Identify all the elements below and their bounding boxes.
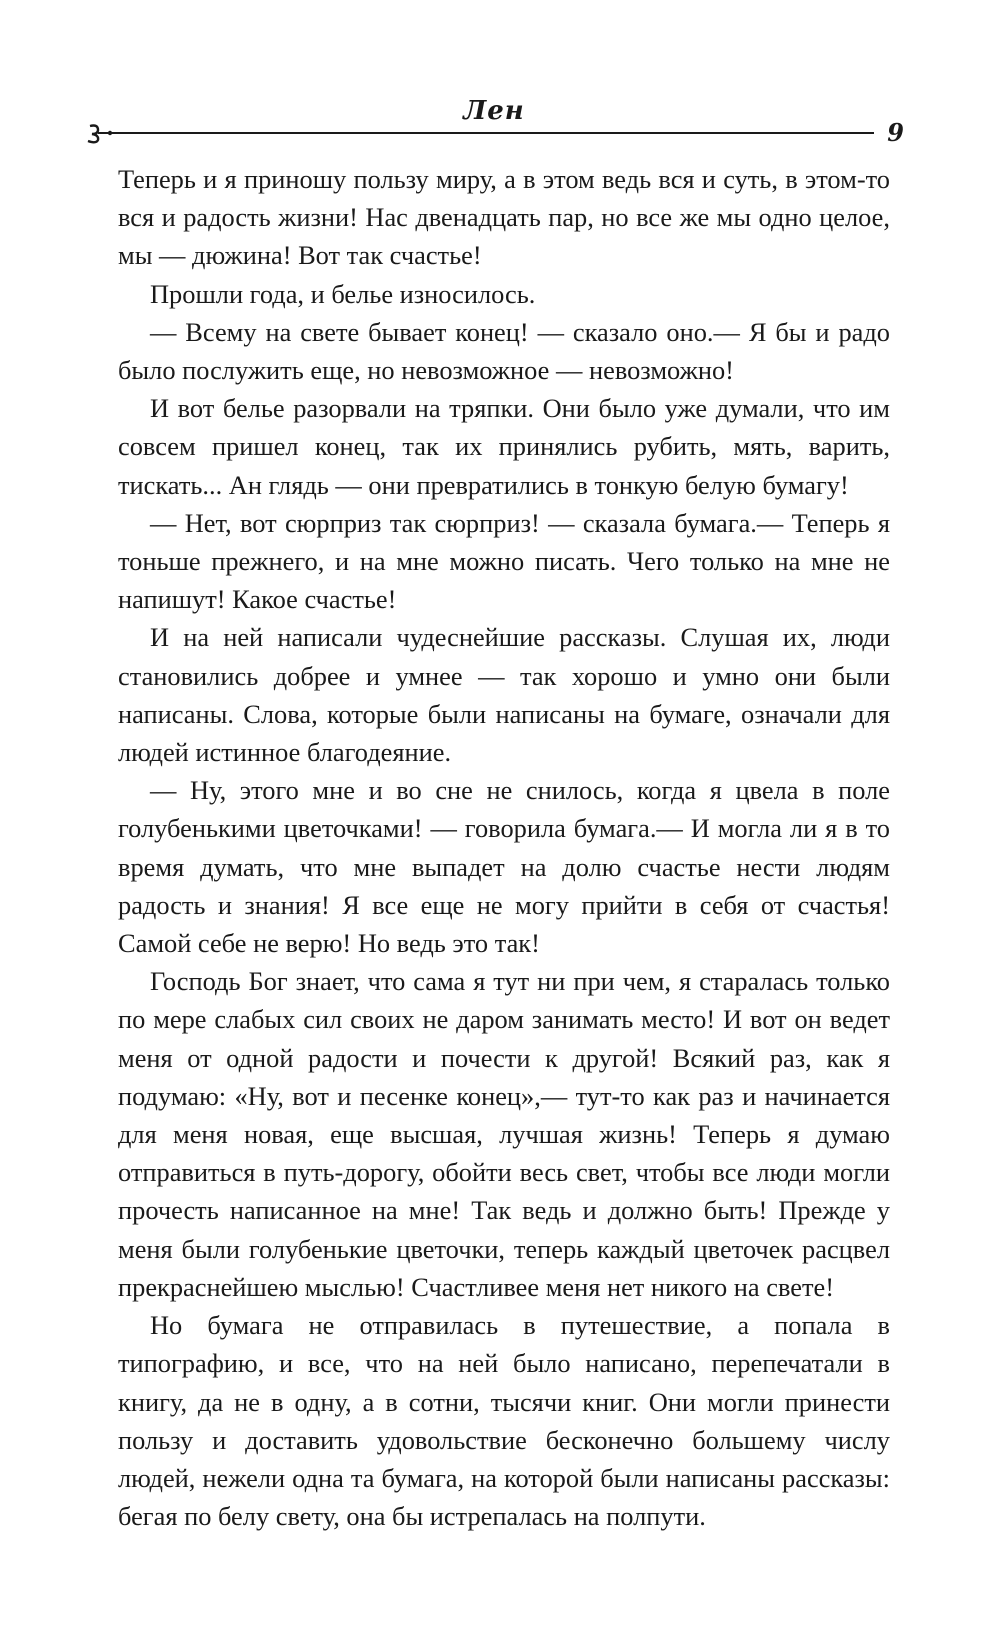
paragraph: Теперь и я приношу пользу миру, а в этом ведь вся и суть, в этом-то вся и радость жизни! Нас двенадцать пар, но все же мы одно целое, мы — дюжина! Вот так счастье!: [118, 164, 890, 271]
paragraph: — Всему на свете бывает конец! — сказало оно.— Я бы и радо было послужить еще, но невозможное — невозможно!: [118, 316, 890, 386]
body-text: [118, 160, 890, 1535]
page-number: 9: [887, 118, 904, 147]
paragraph: Но бумага не отправилась в путешествие, а попала в типографию, и все, что на ней было написано, перепечатали в книгу, да не в одну, а в сотни, тысячи книг. Они могли принести пользу и доставить удовольствие бесконечно большему числу людей, нежели одна та бумага, на которой были написаны рассказы: бегая по белу свету, она бы истрепалась на полпути.: [118, 1310, 890, 1532]
paragraph: Прошли года, и белье износилось.: [150, 278, 536, 309]
paragraph: Господь Бог знает, что сама я тут ни при чем, я старалась только по мере слабых сил своих не даром занимать место! И вот он ведет меня от одной радости и почести к другой! Всякий раз, как я подумаю: «Ну, вот и песенке конец»,— тут-то как раз и начинается для меня новая, еще высшая, лучшая жизнь! Теперь я думаю отправиться в путь-дорогу, обойти весь свет, чтобы все люди могли прочесть написанное на мне! Так ведь и должно быть! Прежде у меня были голубенькие цветочки, теперь каждый цветочек расцвел прекраснейшею мыслью! Счастливее меня нет никого на свете!: [118, 966, 890, 1302]
paragraph: И вот белье разорвали на тряпки. Они было уже думали, что им совсем пришел конец, так их принялись рубить, мять, варить, тискать... Ан глядь — они превратились в тонкую белую бумагу!: [118, 393, 890, 500]
running-title: Лен: [463, 96, 525, 126]
paragraph: И на ней написали чудеснейшие рассказы. Слушая их, люди становились добрее и умнее — так хорошо и умно они были написаны. Слова, которые были написаны на бумаге, означали для людей истинное благодеяние.: [118, 622, 890, 768]
paragraph: — Нет, вот сюрприз так сюрприз! — сказала бумага.— Теперь я тоньше прежнего, и на мне можно писать. Чего только на мне не напишут! Какое счастье!: [118, 507, 890, 615]
paragraph: — Ну, этого мне и во сне не снилось, когда я цвела в поле голубенькими цветочками! — говорила бумага.— И могла ли я в то время думать, что мне выпадет на долю счастье нести людям радость и знания! Я все еще не могу прийти в себя от счастья! Самой себе не верю! Но ведь это так!: [118, 775, 890, 959]
page-header: [84, 96, 904, 146]
ornament-rule-icon: [84, 122, 884, 144]
